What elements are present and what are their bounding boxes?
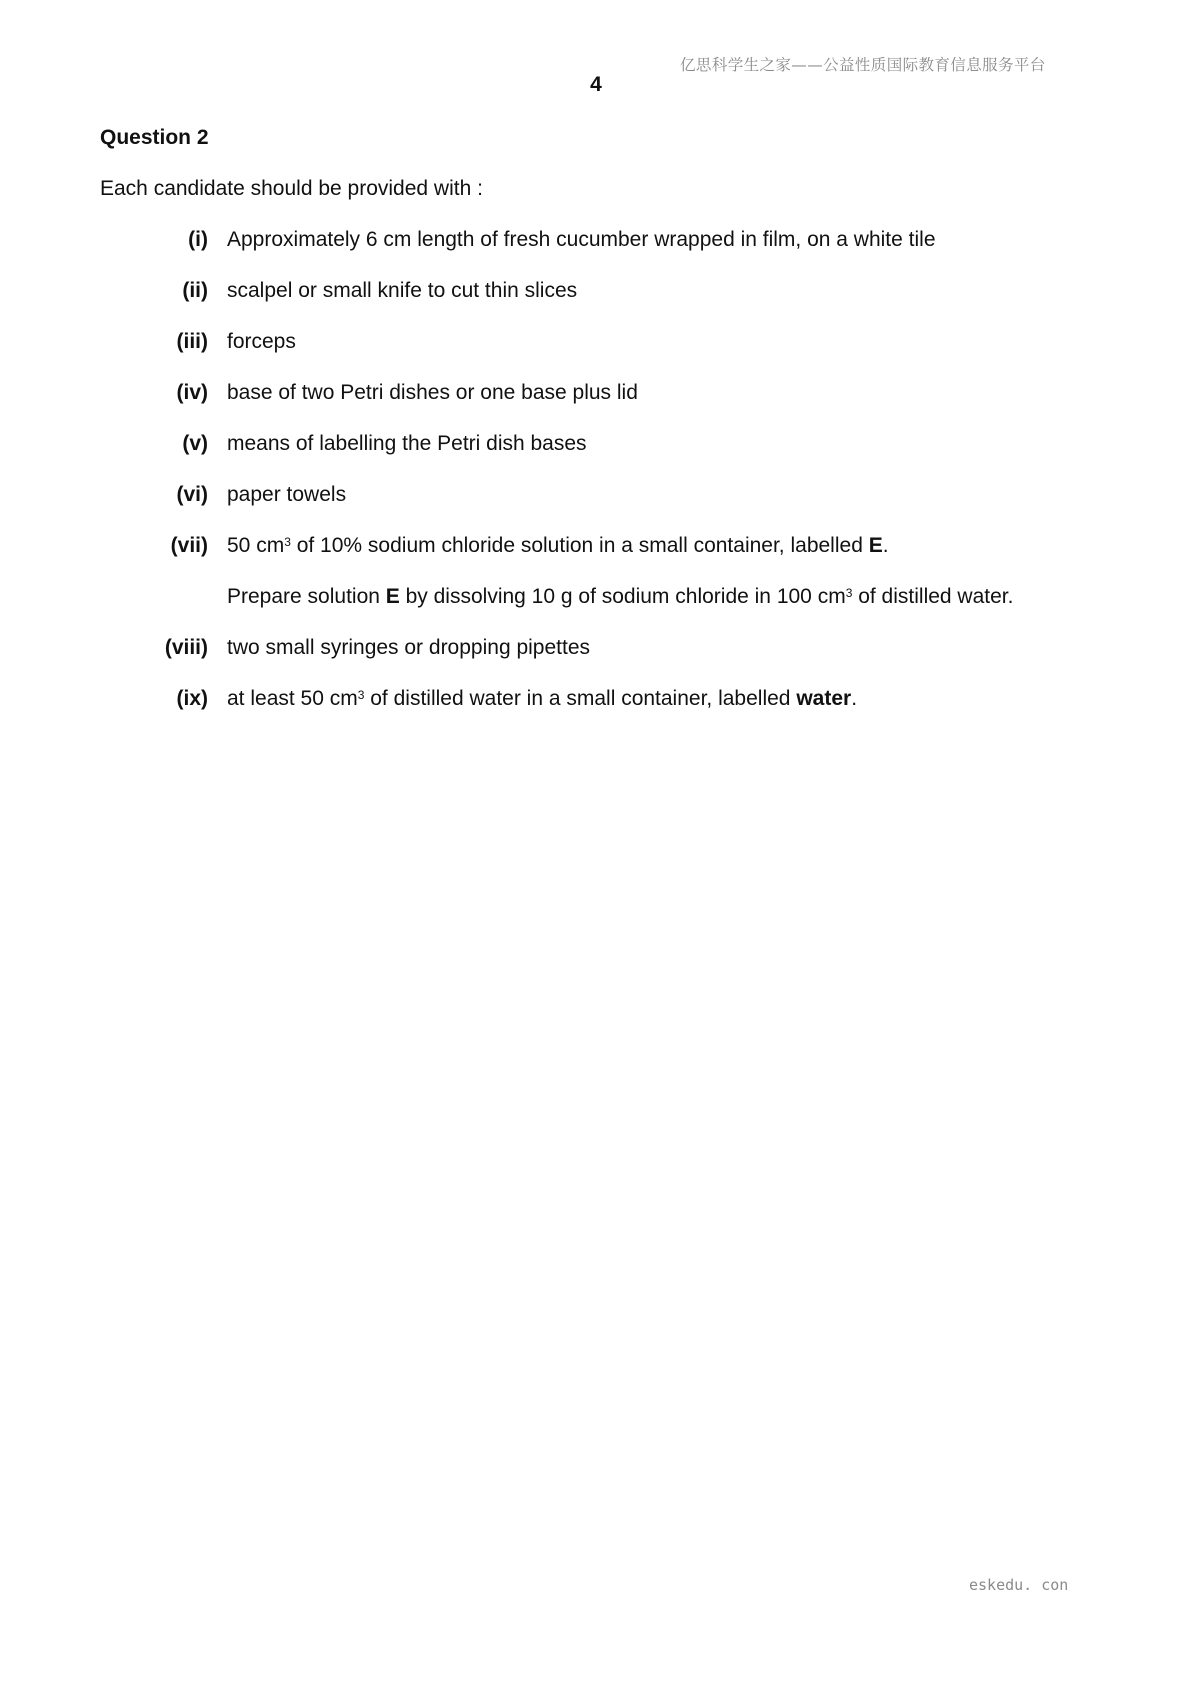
bold-label: water — [796, 687, 852, 710]
text-part: of 10% sodium chloride solution in a small container, labelled — [290, 534, 869, 557]
text-part: by dissolving 10 g of sodium chloride in 100 cm — [399, 585, 846, 608]
item-number: (vii) — [170, 534, 208, 557]
item-number: (ii) — [182, 279, 208, 302]
list-item — [0, 228, 1190, 279]
list-item-note — [0, 585, 1190, 636]
watermark-text: 亿思科学生之家——公益性质国际教育信息服务平台 — [680, 56, 1046, 74]
item-number: (ix) — [176, 687, 208, 710]
list-item — [0, 330, 1190, 381]
text-part: at least 50 cm — [227, 687, 358, 710]
bold-label: E — [868, 534, 883, 557]
list-item — [0, 483, 1190, 534]
item-number: (iv) — [176, 381, 208, 404]
item-number: (v) — [182, 432, 208, 455]
superscript: 3 — [845, 586, 853, 600]
superscript: 3 — [357, 688, 365, 702]
item-number: (iii) — [176, 330, 208, 353]
text-part: 50 cm — [227, 534, 285, 557]
item-text: two small syringes or dropping pipettes — [227, 636, 591, 659]
item-number: (vi) — [176, 483, 208, 506]
item-number: (viii) — [164, 636, 208, 659]
bold-label: E — [385, 585, 400, 608]
list-item — [0, 636, 1190, 687]
list-item — [0, 381, 1190, 432]
item-text: forceps — [227, 330, 296, 353]
item-text: paper towels — [227, 483, 347, 506]
item-text — [227, 687, 857, 711]
superscript: 3 — [284, 535, 291, 549]
list-item — [0, 432, 1190, 483]
text-part: Prepare solution — [227, 585, 386, 608]
text-part: . — [851, 687, 858, 710]
item-text — [227, 534, 889, 558]
footer-site: eskedu. con — [969, 1576, 1069, 1594]
item-number: (i) — [188, 228, 208, 251]
list-item — [0, 687, 1190, 738]
list-item — [0, 279, 1190, 330]
item-text: base of two Petri dishes or one base plus lid — [227, 381, 638, 404]
item-text — [227, 585, 1013, 609]
item-text: means of labelling the Petri dish bases — [227, 432, 587, 455]
question-title: Question 2 — [100, 126, 209, 149]
question-intro: Each candidate should be provided with : — [100, 177, 483, 200]
page-number: 4 — [590, 73, 602, 96]
item-text: Approximately 6 cm length of fresh cucumber wrapped in film, on a white tile — [227, 228, 936, 251]
list-item — [0, 534, 1190, 585]
text-part: of distilled water in a small container, labelled — [364, 687, 797, 710]
materials-list — [0, 228, 1190, 738]
text-part: of distilled water. — [852, 585, 1014, 608]
item-text: scalpel or small knife to cut thin slices — [227, 279, 578, 302]
text-part: . — [882, 534, 889, 557]
